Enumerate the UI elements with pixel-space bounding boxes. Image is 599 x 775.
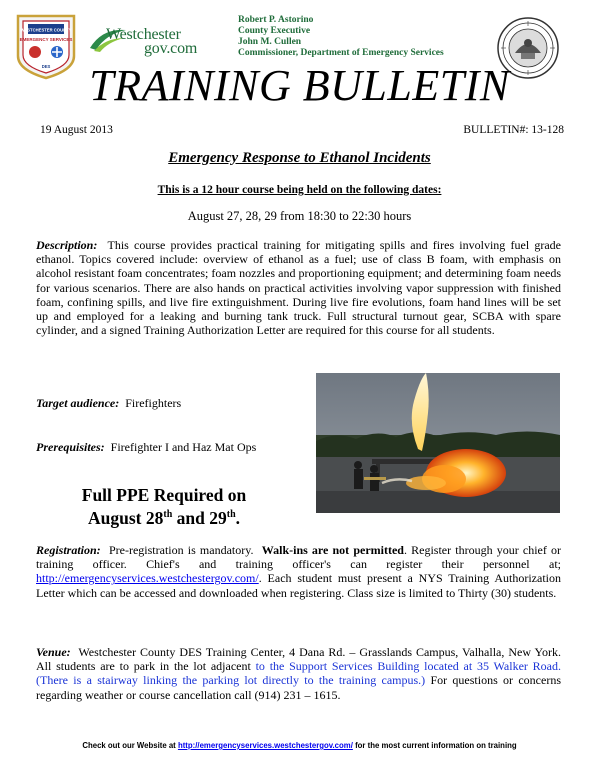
official-name-2: John M. Cullen [238, 37, 302, 47]
official-title-1: County Executive [238, 26, 311, 36]
target-audience [36, 396, 181, 411]
course-subtitle: This is a 12 hour course being held on the following dates: [157, 184, 442, 196]
registration-link[interactable]: http://emergencyservices.westchestergov.com/ [36, 571, 259, 586]
prerequisites-label: Prerequisites: [36, 440, 105, 454]
target-audience-value: Firefighters [125, 396, 182, 410]
description-label: Description: [36, 238, 98, 252]
description-text: This course provides practical training for mitigating spills and fires involving fuel grade ethanol. Topics covered include: overview of ethanol as a fuel; use of class B foam, with emphasis on alcohol resistant foam concentrates; foam nozzles and proportioning equipment; and determining foam needs for various scenarios. There are also hands on practical activities involving vapor suppression with finished foam, confining spills, and live fire extinguishment. During live fire evolutions, foam hand lines will be set up and employed for a leaking and burning tank truck. Full structural turnout gear, SCBA with spare cylinder, and a signed Training Authorization Letter are required for this course for all students. [36, 238, 561, 338]
venue-parking-info: to the Support Services Building located at 35 Walker Road. [255, 659, 561, 674]
course-dates: August 27, 28, 29 from 18:30 to 22:30 hours [187, 209, 412, 223]
course-title: Emergency Response to Ethanol Incidents [168, 150, 431, 166]
prerequisites-value: Firefighter I and Haz Mat Ops [110, 440, 257, 454]
footer: Check out our Website at http://emergencyservices.westchestergov.com/ for the most current information on training [82, 741, 517, 750]
official-name-1: Robert P. Astorino [238, 15, 314, 25]
bulletin-date: 19 August 2013 [40, 124, 113, 136]
logo-line2: gov.com [144, 40, 198, 57]
westchester-logo [96, 26, 230, 56]
venue-paragraph: Venue: Westchester County DES Training Center, 4 Dana Rd. – Grasslands Campus, Valhalla, New York. All students are to park in the lot adjacent to the Support Services Building located at 35 Walker Road. (There is a stairway linking the parking lot directly to the training campus.) For questions or concerns regarding weather or course cancellation call (914) 231 – 1615. [36, 645, 561, 702]
official-title-2: Commissioner, Department of Emergency Services [238, 48, 444, 58]
target-audience-label: Target audience: [36, 396, 120, 410]
walk-ins-notice: Walk-ins are not permitted [261, 543, 404, 557]
prerequisites [36, 440, 256, 455]
training-fire-photo [316, 373, 560, 513]
description-paragraph [36, 238, 561, 337]
logo-wordmark [106, 28, 197, 56]
patch-bottom-text: DES [41, 64, 51, 69]
venue-label: Venue: [36, 645, 71, 659]
ppe-notice [54, 485, 274, 528]
patch-mid-text: EMERGENCY SERVICES [19, 37, 73, 42]
footer-website-link[interactable]: http://emergencyservices.westchestergov.com/ [177, 741, 353, 750]
venue-stairway-info: (There is a stairway linking the parking lot directly to the training campus.) [36, 673, 426, 688]
patch-top-text: WESTCHESTER COUNTY [20, 27, 72, 33]
ppe-line-2: August 28th and 29th. [87, 507, 241, 528]
page-title: TRAINING BULLETIN [89, 61, 510, 110]
ppe-line-1: Full PPE Required on [81, 485, 247, 505]
registration-label: Registration: [36, 543, 101, 557]
logo-line1: Westchester [106, 26, 181, 43]
officials-block [238, 15, 444, 59]
bulletin-number: BULLETIN#: 13-128 [463, 124, 564, 136]
registration-paragraph: Registration: Pre-registration is mandatory. Walk-ins are not permitted. Register through your chief or training officer. Chief's and training officer's can register their personnel at; http://emergencyservices.westchestergov.com/. Each student must present a NYS Training Authorization Letter which can be accessed and downloaded when registering. Class size is limited to Thirty (30) students. [36, 543, 562, 600]
